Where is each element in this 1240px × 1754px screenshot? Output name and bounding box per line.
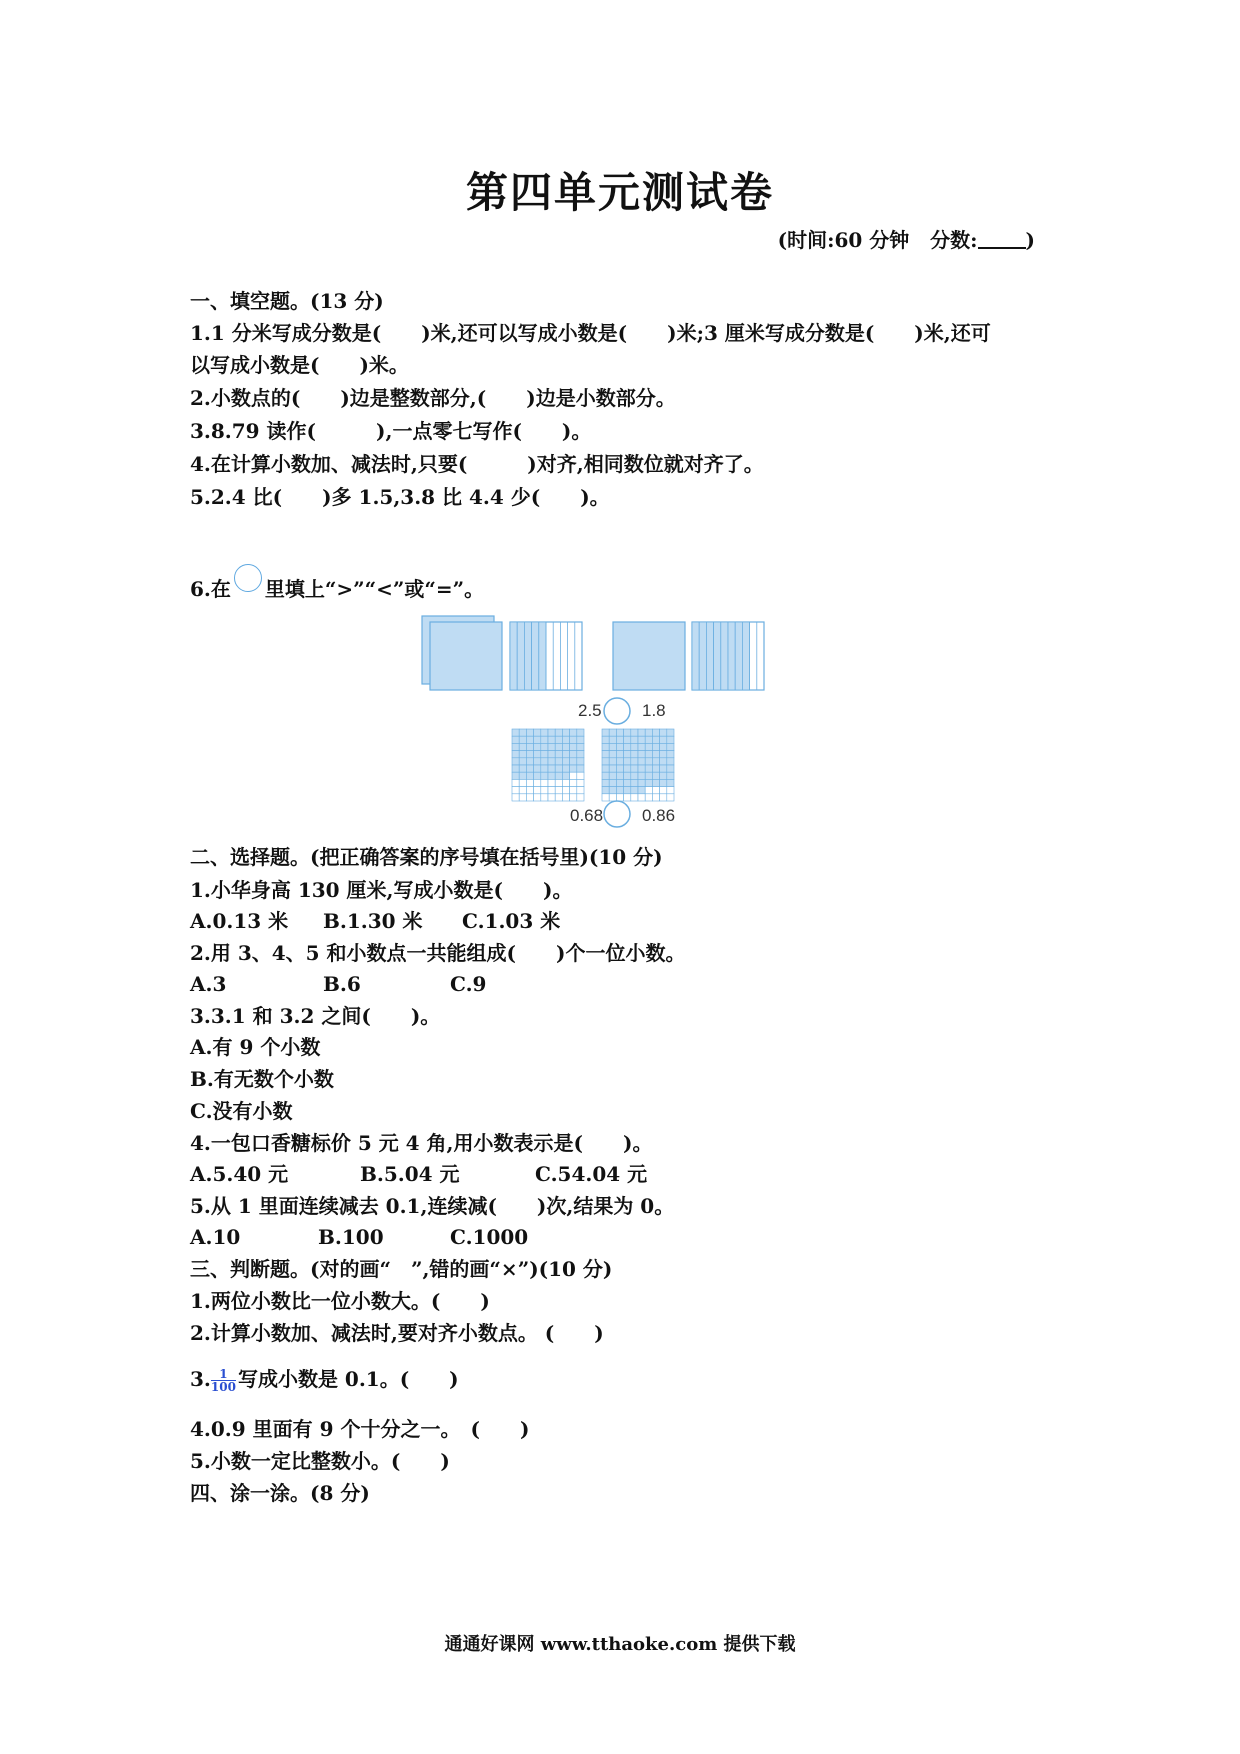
hundredths-grid-a-cell — [570, 765, 577, 772]
hundredths-grid-a-cell — [541, 794, 548, 801]
hundredths-grid-b-cell — [660, 758, 667, 765]
tenths-square-b-strip — [735, 622, 742, 690]
hundredths-grid-a-cell — [519, 779, 526, 786]
hundredths-grid-a-cell — [534, 787, 541, 794]
hundredths-grid-b-cell — [602, 736, 609, 743]
hundredths-grid-a-cell — [534, 779, 541, 786]
tenths-square-b-strip — [699, 622, 706, 690]
hundredths-grid-b-cell — [609, 779, 616, 786]
hundredths-grid-a-cell — [519, 772, 526, 779]
tenths-square-b-strip — [721, 622, 728, 690]
hundredths-grid-b-cell — [667, 765, 674, 772]
hundredths-grid-a-cell — [534, 765, 541, 772]
hundredths-grid-b-cell — [624, 751, 631, 758]
hundredths-grid-a-cell — [519, 743, 526, 750]
hundredths-grid-b-cell — [616, 736, 623, 743]
hundredths-grid-b-cell — [609, 729, 616, 736]
time-score-line — [778, 224, 1035, 253]
hundredths-grid-b-cell — [652, 779, 659, 786]
hundredths-grid-a-cell — [562, 765, 569, 772]
whole-square-front — [430, 622, 502, 690]
hundredths-grid-a-cell — [548, 758, 555, 765]
hundredths-grid-a-cell — [541, 772, 548, 779]
judge-question-5: 5.小数一定比整数小。( ) — [190, 1449, 450, 1473]
hundredths-grid-b-cell — [638, 751, 645, 758]
hundredths-grid-b-cell — [602, 729, 609, 736]
hundredths-grid-a-cell — [512, 787, 519, 794]
section4-heading: 四、涂一涂。(8 分) — [190, 1481, 370, 1505]
hundredths-grid-b-cell — [609, 743, 616, 750]
fill-question-1b: 以写成小数是( )米。 — [190, 353, 409, 377]
choice-2-option-c: C.9 — [450, 972, 487, 996]
hundredths-grid-b-cell — [609, 772, 616, 779]
hundredths-grid-a-cell — [577, 772, 584, 779]
hundredths-grid-b-cell — [667, 758, 674, 765]
hundredths-grid-a-cell — [555, 758, 562, 765]
hundredths-grid-b-cell — [638, 758, 645, 765]
hundredths-grid-a-cell — [570, 779, 577, 786]
choice-1-options — [190, 908, 610, 934]
hundredths-grid-a-cell — [512, 729, 519, 736]
hundredths-grid-a-cell — [555, 743, 562, 750]
hundredths-grid-b-cell — [616, 765, 623, 772]
compare2-right-value: 0.86 — [642, 806, 676, 825]
hundredths-grid-a-cell — [534, 794, 541, 801]
compare1-right-value: 1.8 — [642, 701, 666, 720]
hundredths-grid-b-cell — [638, 729, 645, 736]
hundredths-grid-a-cell — [541, 743, 548, 750]
hundredths-grid-a-cell — [577, 736, 584, 743]
hundredths-grid-b-cell — [645, 765, 652, 772]
decimal-grids-svg — [420, 610, 830, 830]
hundredths-grid-b-cell — [667, 787, 674, 794]
fraction-numerator: 1 — [211, 1368, 236, 1381]
hundredths-grid-a-cell — [534, 772, 541, 779]
tenths-square-b-strip — [742, 622, 749, 690]
hundredths-grid-a-cell — [562, 772, 569, 779]
hundredths-grid-a-cell — [512, 765, 519, 772]
hundredths-grid-b-cell — [667, 729, 674, 736]
hundredths-grid-a-cell — [519, 794, 526, 801]
choice-4-option-c: C.54.04 元 — [535, 1162, 648, 1186]
judge-question-1: 1.两位小数比一位小数大。( ) — [190, 1289, 490, 1313]
hundredths-grid-a-cell — [577, 743, 584, 750]
hundredths-grid-a-cell — [526, 787, 533, 794]
choice-1-option-a: A.0.13 米 — [190, 909, 289, 933]
fill-question-4: 4.在计算小数加、减法时,只要( )对齐,相同数位就对齐了。 — [190, 452, 764, 476]
hundredths-grid-b-cell — [652, 794, 659, 801]
hundredths-grid-a-cell — [512, 751, 519, 758]
hundredths-grid-a-cell — [548, 736, 555, 743]
hundredths-grid-b-cell — [609, 787, 616, 794]
hundredths-grid-b-cell — [660, 779, 667, 786]
hundredths-grid-b-cell — [645, 787, 652, 794]
hundredths-grid-b-cell — [616, 794, 623, 801]
hundredths-grid-b-cell — [616, 772, 623, 779]
choice-1-option-b: B.1.30 米 — [323, 909, 423, 933]
hundredths-grid-a-cell — [512, 779, 519, 786]
hundredths-grid-a-cell — [562, 736, 569, 743]
hundredths-grid-b-cell — [660, 794, 667, 801]
hundredths-grid-b-cell — [602, 751, 609, 758]
hundredths-grid-b-cell — [631, 758, 638, 765]
hundredths-grid-a-cell — [526, 758, 533, 765]
judge-question-2: 2.计算小数加、减法时,要对齐小数点。 ( ) — [190, 1321, 604, 1345]
compare-circle-icon — [234, 564, 262, 592]
choice-2-options — [190, 971, 610, 997]
tenths-square-a-strip — [524, 622, 531, 690]
judge-3-suffix: 写成小数是 0.1。( ) — [237, 1367, 459, 1391]
hundredths-grid-a-cell — [555, 772, 562, 779]
hundredths-grid-b-cell — [616, 787, 623, 794]
hundredths-grid-b-cell — [624, 779, 631, 786]
hundredths-grid-a-cell — [526, 736, 533, 743]
hundredths-grid-b-cell — [624, 765, 631, 772]
hundredths-grid-a-cell — [526, 779, 533, 786]
hundredths-grid-b-cell — [652, 751, 659, 758]
hundredths-grid-b-cell — [624, 736, 631, 743]
hundredths-grid-b-cell — [631, 765, 638, 772]
hundredths-grid-a-cell — [562, 758, 569, 765]
fraction-denominator: 100 — [210, 1380, 236, 1394]
choice-5-option-b: B.100 — [318, 1225, 384, 1249]
hundredths-grid-b-cell — [602, 743, 609, 750]
hundredths-grid-a-cell — [519, 729, 526, 736]
hundredths-grid-a-cell — [548, 743, 555, 750]
hundredths-grid-a-cell — [534, 751, 541, 758]
hundredths-grid-b-cell — [660, 787, 667, 794]
tenths-square-b-strip — [728, 622, 735, 690]
hundredths-grid-b-cell — [660, 729, 667, 736]
hundredths-grid-b-cell — [602, 758, 609, 765]
hundredths-grid-a-cell — [577, 787, 584, 794]
hundredths-grid-a-cell — [562, 794, 569, 801]
choice-1-option-c: C.1.03 米 — [462, 909, 561, 933]
hundredths-grid-b-cell — [616, 743, 623, 750]
hundredths-grid-b-cell — [631, 736, 638, 743]
hundredths-grid-a-cell — [541, 751, 548, 758]
fraction-one-hundredth — [211, 1368, 236, 1393]
hundredths-grid-b-cell — [638, 772, 645, 779]
hundredths-grid-b-cell — [624, 743, 631, 750]
hundredths-grid-a-cell — [562, 729, 569, 736]
hundredths-grid-b-cell — [660, 765, 667, 772]
hundredths-grid-b-cell — [645, 772, 652, 779]
hundredths-grid-b-cell — [638, 779, 645, 786]
hundredths-grid-a-cell — [555, 794, 562, 801]
hundredths-grid-b-cell — [624, 772, 631, 779]
hundredths-grid-a-cell — [534, 743, 541, 750]
hundredths-grid-b-cell — [652, 743, 659, 750]
fill-question-1a: 1.1 分米写成分数是( )米,还可以写成小数是( )米;3 厘米写成分数是( )米,还可 — [190, 321, 991, 345]
hundredths-grid-a-cell — [577, 779, 584, 786]
hundredths-grid-a-cell — [541, 787, 548, 794]
hundredths-grid-a-cell — [548, 787, 555, 794]
choice-question-5: 5.从 1 里面连续减去 0.1,连续减( )次,结果为 0。 — [190, 1194, 675, 1218]
hundredths-grid-a-cell — [512, 794, 519, 801]
hundredths-grid-a-cell — [555, 779, 562, 786]
fill-question-3: 3.8.79 读作( ),一点零七写作( )。 — [190, 419, 592, 443]
fill-question-5: 5.2.4 比( )多 1.5,3.8 比 4.4 少( )。 — [190, 485, 610, 509]
hundredths-grid-a-cell — [570, 743, 577, 750]
hundredths-grid-b-cell — [616, 751, 623, 758]
score-blank[interactable] — [978, 229, 1026, 249]
hundredths-grid-b-cell — [602, 765, 609, 772]
hundredths-grid-b-cell — [645, 751, 652, 758]
hundredths-grid-a-cell — [555, 729, 562, 736]
footer-source: 通通好课网 www.tthaoke.com 提供下载 — [444, 1634, 796, 1655]
hundredths-grid-b-cell — [624, 758, 631, 765]
hundredths-grid-a-cell — [512, 772, 519, 779]
hundredths-grid-b-cell — [631, 751, 638, 758]
choice-2-option-a: A.3 — [190, 972, 227, 996]
hundredths-grid-b-cell — [652, 758, 659, 765]
section3-heading: 三、判断题。(对的画“ ”,错的画“×”)(10 分) — [190, 1257, 613, 1281]
section1-heading: 一、填空题。(13 分) — [190, 289, 384, 313]
hundredths-grid-b-cell — [638, 743, 645, 750]
hundredths-grid-a-cell — [577, 751, 584, 758]
choice-4-option-a: A.5.40 元 — [190, 1162, 289, 1186]
hundredths-grid-b-cell — [616, 729, 623, 736]
tenths-square-b-strip — [706, 622, 713, 690]
hundredths-grid-a-cell — [541, 779, 548, 786]
hundredths-grid-b-cell — [652, 765, 659, 772]
hundredths-grid-b-cell — [652, 787, 659, 794]
compare-circle-2 — [604, 801, 630, 827]
hundredths-grid-b-cell — [645, 736, 652, 743]
hundredths-grid-b-cell — [602, 772, 609, 779]
hundredths-grid-b-cell — [645, 743, 652, 750]
hundredths-grid-b-cell — [631, 779, 638, 786]
hundredths-grid-a-cell — [526, 765, 533, 772]
choice-4-options — [190, 1161, 690, 1187]
hundredths-grid-a-cell — [562, 779, 569, 786]
hundredths-grid-a-cell — [534, 736, 541, 743]
hundredths-grid-b-cell — [609, 751, 616, 758]
compare2-left-value: 0.68 — [570, 806, 604, 825]
hundredths-grid-a-cell — [519, 787, 526, 794]
hundredths-grid-b-cell — [645, 758, 652, 765]
comparison-figure — [420, 610, 830, 830]
hundredths-grid-b-cell — [667, 743, 674, 750]
hundredths-grid-b-cell — [660, 736, 667, 743]
choice-5-option-a: A.10 — [190, 1225, 241, 1249]
judge-3-prefix: 3. — [190, 1367, 211, 1391]
hundredths-grid-a-cell — [555, 787, 562, 794]
hundredths-grid-b-cell — [660, 751, 667, 758]
hundredths-grid-a-cell — [555, 736, 562, 743]
hundredths-grid-a-cell — [548, 779, 555, 786]
hundredths-grid-b-cell — [609, 765, 616, 772]
fill-question-6 — [190, 564, 484, 602]
choice-3-option-a: A.有 9 个小数 — [190, 1035, 321, 1059]
hundredths-grid-b-cell — [602, 787, 609, 794]
hundredths-grid-a-cell — [570, 736, 577, 743]
hundredths-grid-a-cell — [570, 729, 577, 736]
hundredths-grid-b-cell — [652, 772, 659, 779]
choice-3-option-c: C.没有小数 — [190, 1099, 293, 1123]
hundredths-grid-b-cell — [602, 794, 609, 801]
hundredths-grid-b-cell — [609, 736, 616, 743]
hundredths-grid-a-cell — [541, 729, 548, 736]
q6-prefix: 6.在 — [190, 577, 231, 601]
hundredths-grid-a-cell — [577, 794, 584, 801]
tenths-square-a-strip — [517, 622, 524, 690]
hundredths-grid-b-cell — [652, 736, 659, 743]
choice-2-option-b: B.6 — [323, 972, 361, 996]
tenths-square-a-strip — [510, 622, 517, 690]
choice-5-options — [190, 1224, 610, 1250]
hundredths-grid-b-cell — [638, 794, 645, 801]
hundredths-grid-b-cell — [616, 779, 623, 786]
hundredths-grid-a-cell — [519, 758, 526, 765]
hundredths-grid-b-cell — [638, 736, 645, 743]
hundredths-grid-b-cell — [631, 772, 638, 779]
hundredths-grid-a-cell — [562, 787, 569, 794]
judge-question-4: 4.0.9 里面有 9 个十分之一。 ( ) — [190, 1417, 530, 1441]
choice-3-option-b: B.有无数个小数 — [190, 1067, 334, 1091]
tenths-square-a-strip — [539, 622, 546, 690]
hundredths-grid-b-cell — [667, 794, 674, 801]
hundredths-grid-a-cell — [555, 751, 562, 758]
hundredths-grid-a-cell — [548, 772, 555, 779]
hundredths-grid-a-cell — [541, 758, 548, 765]
hundredths-grid-a-cell — [519, 765, 526, 772]
hundredths-grid-b-cell — [660, 772, 667, 779]
choice-question-2: 2.用 3、4、5 和小数点一共能组成( )个一位小数。 — [190, 941, 686, 965]
hundredths-grid-a-cell — [570, 772, 577, 779]
hundredths-grid-b-cell — [624, 787, 631, 794]
hundredths-grid-a-cell — [548, 765, 555, 772]
hundredths-grid-b-cell — [624, 729, 631, 736]
hundredths-grid-a-cell — [570, 751, 577, 758]
hundredths-grid-b-cell — [660, 743, 667, 750]
hundredths-grid-a-cell — [512, 736, 519, 743]
hundredths-grid-b-cell — [609, 758, 616, 765]
hundredths-grid-a-cell — [534, 729, 541, 736]
fill-question-2: 2.小数点的( )边是整数部分,( )边是小数部分。 — [190, 386, 676, 410]
hundredths-grid-a-cell — [570, 758, 577, 765]
hundredths-grid-a-cell — [541, 765, 548, 772]
hundredths-grid-a-cell — [577, 758, 584, 765]
compare-circle-1 — [604, 698, 630, 724]
hundredths-grid-a-cell — [526, 794, 533, 801]
hundredths-grid-a-cell — [548, 729, 555, 736]
hundredths-grid-b-cell — [652, 729, 659, 736]
hundredths-grid-a-cell — [512, 743, 519, 750]
tenths-square-b-strip — [714, 622, 721, 690]
hundredths-grid-b-cell — [645, 794, 652, 801]
hundredths-grid-b-cell — [645, 729, 652, 736]
hundredths-grid-a-cell — [519, 736, 526, 743]
score-close: ) — [1025, 228, 1035, 252]
hundredths-grid-b-cell — [624, 794, 631, 801]
hundredths-grid-a-cell — [570, 787, 577, 794]
time-label: (时间:60 分钟 — [777, 228, 910, 252]
choice-5-option-c: C.1000 — [450, 1225, 529, 1249]
hundredths-grid-a-cell — [526, 751, 533, 758]
hundredths-grid-a-cell — [526, 743, 533, 750]
tenths-square-a-strip — [532, 622, 539, 690]
hundredths-grid-b-cell — [667, 772, 674, 779]
hundredths-grid-b-cell — [609, 794, 616, 801]
hundredths-grid-b-cell — [667, 779, 674, 786]
compare1-left-value: 2.5 — [578, 701, 602, 720]
hundredths-grid-b-cell — [667, 751, 674, 758]
page-title: 第四单元测试卷 — [465, 168, 774, 217]
hundredths-grid-b-cell — [631, 794, 638, 801]
hundredths-grid-a-cell — [526, 772, 533, 779]
hundredths-grid-a-cell — [577, 729, 584, 736]
hundredths-grid-a-cell — [548, 794, 555, 801]
tenths-square-b-strip — [692, 622, 699, 690]
hundredths-grid-b-cell — [602, 779, 609, 786]
choice-question-1: 1.小华身高 130 厘米,写成小数是( )。 — [190, 878, 573, 902]
hundredths-grid-a-cell — [534, 758, 541, 765]
hundredths-grid-a-cell — [555, 765, 562, 772]
q6-suffix: 里填上“>”“<”或“=”。 — [264, 577, 485, 601]
hundredths-grid-a-cell — [526, 729, 533, 736]
choice-question-4: 4.一包口香糖标价 5 元 4 角,用小数表示是( )。 — [190, 1131, 653, 1155]
hundredths-grid-a-cell — [548, 751, 555, 758]
hundredths-grid-a-cell — [512, 758, 519, 765]
section2-heading: 二、选择题。(把正确答案的序号填在括号里)(10 分) — [190, 845, 663, 869]
hundredths-grid-a-cell — [577, 765, 584, 772]
judge-question-3 — [190, 1366, 459, 1393]
choice-4-option-b: B.5.04 元 — [360, 1162, 460, 1186]
score-label: 分数: — [930, 228, 978, 252]
hundredths-grid-b-cell — [631, 729, 638, 736]
hundredths-grid-a-cell — [562, 743, 569, 750]
hundredths-grid-b-cell — [667, 736, 674, 743]
choice-question-3: 3.3.1 和 3.2 之间( )。 — [190, 1004, 441, 1028]
hundredths-grid-b-cell — [638, 765, 645, 772]
whole-square-right — [613, 622, 685, 690]
hundredths-grid-a-cell — [570, 794, 577, 801]
hundredths-grid-b-cell — [631, 787, 638, 794]
hundredths-grid-a-cell — [562, 751, 569, 758]
hundredths-grid-b-cell — [645, 779, 652, 786]
hundredths-grid-b-cell — [616, 758, 623, 765]
hundredths-grid-a-cell — [519, 751, 526, 758]
hundredths-grid-a-cell — [541, 736, 548, 743]
hundredths-grid-b-cell — [631, 743, 638, 750]
hundredths-grid-b-cell — [638, 787, 645, 794]
